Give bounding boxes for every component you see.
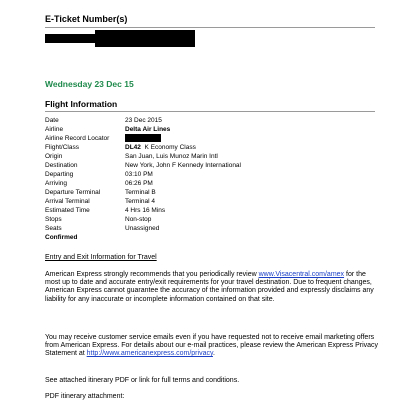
detail-row-origin xyxy=(45,152,375,161)
detail-row-estimated-time xyxy=(45,206,375,215)
detail-value: Unassigned xyxy=(125,225,160,232)
detail-label: Flight/Class xyxy=(45,144,79,151)
detail-label: Arriving xyxy=(45,180,68,187)
redacted-ticket-number-1 xyxy=(45,34,95,43)
detail-value xyxy=(125,143,196,152)
detail-row-stops xyxy=(45,215,375,224)
detail-value: 06:26 PM xyxy=(125,180,153,187)
title-divider xyxy=(45,27,375,28)
detail-label: Arrival Terminal xyxy=(45,198,90,205)
detail-label: Seats xyxy=(45,225,62,232)
detail-row-arriving xyxy=(45,179,375,188)
entry-exit-info-link[interactable]: Entry and Exit Information for Travel xyxy=(45,254,157,261)
detail-row-date xyxy=(45,116,375,125)
detail-row-departure-terminal xyxy=(45,188,375,197)
redacted-record-locator xyxy=(125,134,161,142)
detail-row-seats xyxy=(45,224,375,233)
airline-name: Delta Air Lines xyxy=(125,126,171,133)
detail-value: Non-stop xyxy=(125,216,152,223)
detail-label: Departure Terminal xyxy=(45,189,101,196)
detail-value: 03:10 PM xyxy=(125,171,153,178)
flight-info-divider xyxy=(45,111,375,112)
flight-information-heading: Flight Information xyxy=(45,99,118,109)
paragraph-text: American Express strongly recommends that you periodically review xyxy=(45,271,259,278)
detail-row-departing xyxy=(45,170,375,179)
detail-value: 4 Hrs 16 Mins xyxy=(125,207,166,214)
pdf-attachment-label: PDF itinerary attachment: xyxy=(45,393,125,400)
detail-row-airline xyxy=(45,125,375,134)
detail-label: Airline Record Locator xyxy=(45,135,110,142)
paragraph-text: . xyxy=(212,350,215,358)
privacy-statement-link[interactable]: http://www.americanexpress.com/privacy xyxy=(86,350,213,358)
visacentral-link[interactable]: www.Visacentral.com/amex xyxy=(258,271,345,278)
eticket-number-title: E-Ticket Number(s) xyxy=(45,14,128,24)
detail-row-destination xyxy=(45,161,375,170)
detail-value: 23 Dec 2015 xyxy=(125,117,162,124)
detail-label: Destination xyxy=(45,162,78,169)
detail-row-record-locator xyxy=(45,134,375,143)
terms-paragraph: See attached itinerary PDF or link for full terms and conditions. xyxy=(45,377,240,384)
detail-label: Origin xyxy=(45,153,63,160)
detail-value: San Juan, Luis Munoz Marin Intl xyxy=(125,153,218,160)
booking-status: Confirmed xyxy=(45,234,78,241)
detail-label: Stops xyxy=(45,216,62,223)
detail-value xyxy=(125,134,161,143)
redacted-ticket-number-2 xyxy=(95,30,195,47)
visa-recommendation-paragraph xyxy=(45,271,380,304)
flight-number: DL42 xyxy=(125,144,141,151)
privacy-paragraph xyxy=(45,334,380,359)
travel-date-heading: Wednesday 23 Dec 15 xyxy=(45,79,134,89)
detail-label: Departing xyxy=(45,171,74,178)
flight-details-table xyxy=(45,116,375,242)
paragraph-text: for the most up to date and accurate entry/exit requirements for your travel destination. Due to frequent changes, American Express cannot guarantee the accuracy of the information provided and expressly disclaims any liability for any inaccurate or incomplete information contained on that site. xyxy=(45,271,374,303)
paragraph-text: You may receive customer service emails even if you have requested not to receive email marketing offers from American Express. For details about our e-mail practices, please review the American Express Privacy Statement at xyxy=(45,334,379,358)
detail-label: Estimated Time xyxy=(45,207,90,214)
detail-row-flight-class xyxy=(45,143,375,152)
detail-label: Airline xyxy=(45,126,64,133)
booking-status-row xyxy=(45,233,375,242)
detail-value: New York, John F Kennedy International xyxy=(125,162,241,169)
travel-class: K Economy Class xyxy=(144,144,196,151)
detail-value: Terminal B xyxy=(125,189,156,196)
detail-label: Date xyxy=(45,117,59,124)
detail-value: Terminal 4 xyxy=(125,198,155,205)
detail-row-arrival-terminal xyxy=(45,197,375,206)
